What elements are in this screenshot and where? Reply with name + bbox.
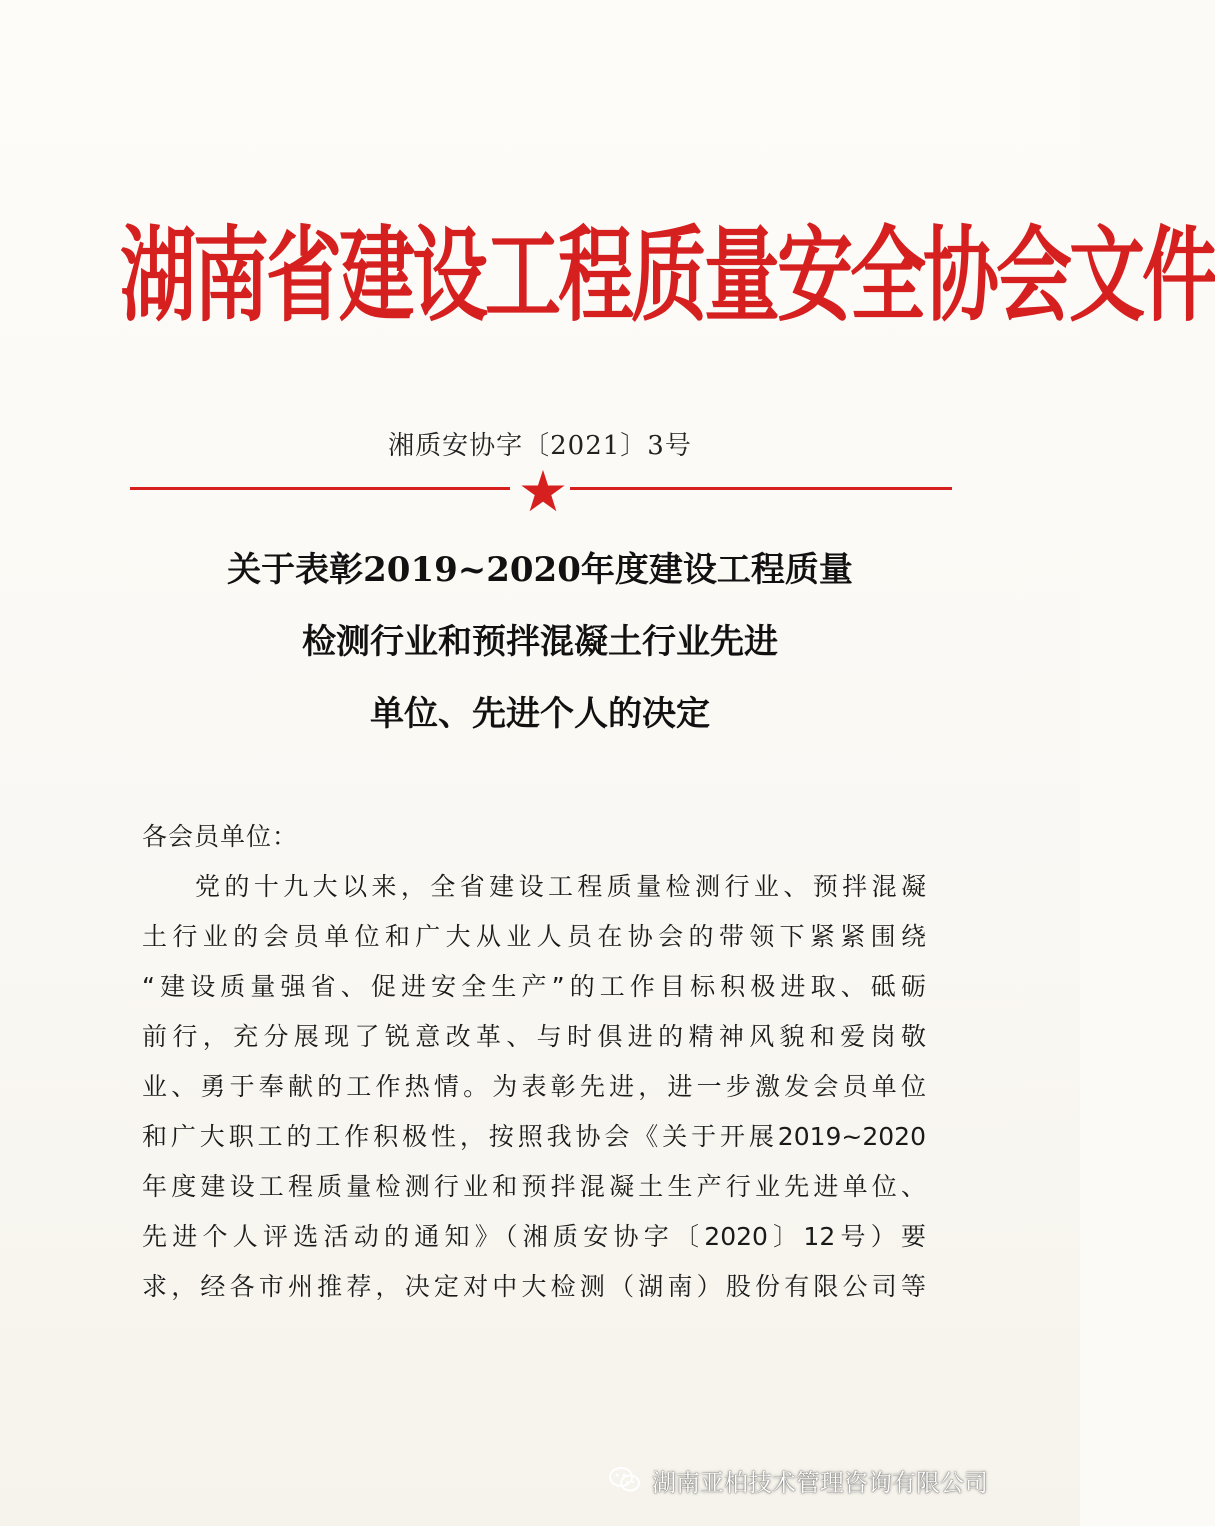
document-title-line-3: 单位、先进个人的决定	[370, 694, 710, 734]
body-line: 业、勇于奉献的工作热情。为表彰先进，进一步激发会员单位	[142, 1072, 926, 1101]
body-line: 年度建设工程质量检测行业和预拌混凝土生产行业先进单位、	[142, 1172, 926, 1201]
watermark-text: 湖南亚柏技术管理咨询有限公司	[652, 1468, 988, 1497]
document-masthead: 湖南省建设工程质量安全协会文件	[120, 215, 1215, 336]
red-divider-left	[130, 487, 510, 490]
document-number: 湘质安协字〔2021〕3号	[388, 431, 692, 461]
body-line: “建设质量强省、促进安全生产”的工作目标积极进取、砥砺	[142, 972, 926, 1001]
document-title-line-2: 检测行业和预拌混凝土行业先进	[302, 622, 778, 662]
body-line: 先进个人评选活动的通知》（湘质安协字〔2020〕12号）要	[142, 1222, 926, 1251]
red-star-icon	[520, 468, 566, 514]
wechat-watermark	[608, 1460, 988, 1500]
document-title-line-1: 关于表彰2019~2020年度建设工程质量	[227, 550, 853, 590]
body-line: 求，经各市州推荐，决定对中大检测（湖南）股份有限公司等	[142, 1272, 926, 1301]
body-line: 和广大职工的工作积极性，按照我协会《关于开展2019~2020	[142, 1122, 926, 1151]
body-line: 前行，充分展现了锐意改革、与时俱进的精神风貌和爱岗敬	[142, 1022, 926, 1051]
salutation: 各会员单位：	[142, 822, 299, 851]
red-divider-right	[570, 487, 952, 490]
body-line: 党的十九大以来，全省建设工程质量检测行业、预拌混凝	[195, 872, 926, 901]
body-line: 土行业的会员单位和广大从业人员在协会的带领下紧紧围绕	[142, 922, 926, 951]
wechat-icon	[608, 1465, 642, 1495]
